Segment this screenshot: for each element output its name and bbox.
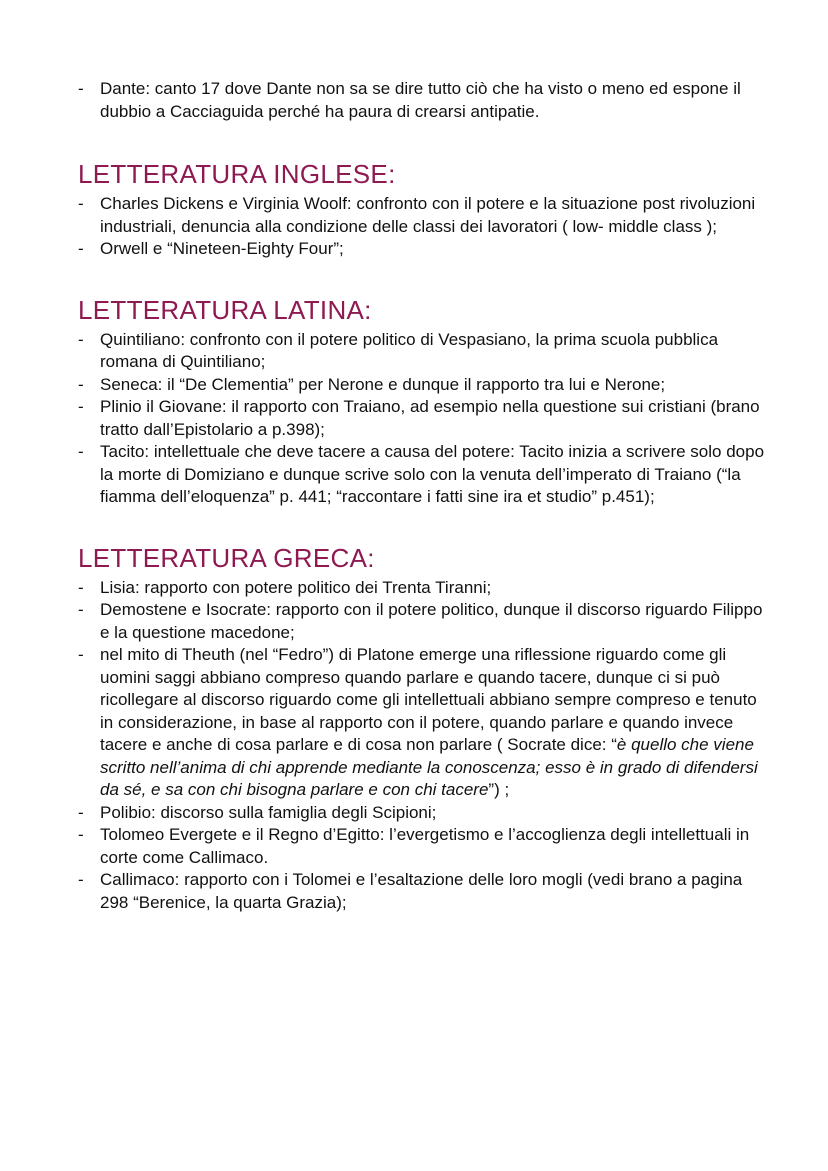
- platone-text-before: nel mito di Theuth (nel “Fedro”) di Platone emerge una riflessione riguardo come gli uomini saggi abbiano compreso quando parlare e quando tacere, dunque ci si può ricollegare al discorso riguardo come gli intellettuali abbiano sempre compreso e tenuto in considerazione, in base al rapporto con il potere, quando parlare e quando invece tacere e anche di cosa parlare e di cosa non parlare ( Socrate dice: “: [100, 645, 757, 754]
- list-item: [76, 396, 768, 441]
- list-item-text: Tolomeo Evergete e il Regno d’Egitto: l’evergetismo e l’accoglienza degli intellettuali in corte come Callimaco.: [100, 825, 750, 867]
- bullet-dash: -: [78, 870, 84, 889]
- section-title-inglese: LETTERATURA INGLESE:: [78, 159, 396, 189]
- latina-list: [76, 329, 768, 509]
- list-item-text: Polibio: discorso sulla famiglia degli Scipioni;: [100, 802, 437, 822]
- bullet-dash: -: [78, 442, 84, 461]
- list-item: [76, 644, 768, 802]
- list-item-text: Quintiliano: confronto con il potere politico di Vespasiano, la prima scuola pubblica romana di Quintiliano;: [100, 329, 719, 371]
- list-item: [76, 193, 768, 238]
- inglese-list: [76, 193, 768, 261]
- bullet-dash: -: [78, 600, 84, 619]
- list-item-text: Orwell e “Nineteen-Eighty Four”;: [100, 239, 344, 258]
- bullet-dash: -: [78, 239, 84, 258]
- list-item: [76, 374, 768, 397]
- section-title-latina: LETTERATURA LATINA:: [78, 294, 372, 325]
- list-item-text: Callimaco: rapporto con i Tolomei e l’esaltazione delle loro mogli (vedi brano a pagina 298 “Berenice, la quarta Grazia);: [100, 870, 743, 912]
- list-item: [76, 329, 768, 374]
- list-item: [76, 599, 768, 644]
- dante-list: [76, 78, 768, 123]
- bullet-dash: -: [78, 825, 84, 844]
- list-item: [76, 802, 768, 825]
- list-item-text: Seneca: il “De Clementia” per Nerone e dunque il rapporto tra lui e Nerone;: [100, 374, 666, 394]
- list-item: [76, 78, 768, 123]
- bullet-dash: -: [78, 645, 84, 664]
- platone-text-after: ”) ;: [488, 780, 510, 799]
- section-title-greca: LETTERATURA GRECA:: [78, 542, 375, 573]
- bullet-dash: -: [78, 329, 84, 349]
- bullet-dash: -: [78, 194, 84, 213]
- list-item: [76, 441, 768, 509]
- list-item-text: Dante: canto 17 dove Dante non sa se dire tutto ciò che ha visto o meno ed espone il dubbio a Cacciaguida perché ha paura di crearsi antipatie.: [100, 79, 741, 121]
- list-item-text: Plinio il Giovane: il rapporto con Traiano, ad esempio nella questione sui cristiani (brano tratto dall’Epistolario a p.398);: [100, 397, 760, 439]
- list-item-text: Tacito: intellettuale che deve tacere a causa del potere: Tacito inizia a scrivere solo dopo la morte di Domiziano e dunque scrive solo con la venuta dell’imperato di Traiano (“la fiamma dell’eloquenza” p. 441; “raccontare i fatti sine ira et studio” p.451);: [100, 442, 765, 506]
- section-letteratura-latina: [76, 295, 768, 509]
- list-item-text: Charles Dickens e Virginia Woolf: confronto con il potere e la situazione post rivoluzioni industriali, denuncia alla condizione delle classi dei lavoratori ( low- middle class );: [100, 194, 756, 236]
- section-dante: [76, 78, 768, 123]
- list-item: [76, 238, 768, 261]
- socrate-quote: è quello che viene scritto nell’anima di chi apprende mediante la conoscenza; esso è in grado di difendersi da sé, e sa con chi bisogna parlare e con chi tacere: [100, 735, 758, 799]
- bullet-dash: -: [78, 802, 84, 822]
- bullet-dash: -: [78, 79, 84, 98]
- greca-list: [76, 577, 768, 915]
- list-item-text: Demostene e Isocrate: rapporto con il potere politico, dunque il discorso riguardo Filippo e la questione macedone;: [100, 600, 763, 642]
- section-letteratura-inglese: [76, 159, 768, 261]
- bullet-dash: -: [78, 397, 84, 416]
- list-item: [76, 869, 768, 914]
- list-item-text: Lisia: rapporto con potere politico dei Trenta Tiranni;: [100, 577, 492, 597]
- bullet-dash: -: [78, 374, 84, 394]
- section-letteratura-greca: [76, 543, 768, 915]
- bullet-dash: -: [78, 577, 84, 597]
- list-item: [76, 577, 768, 600]
- list-item: [76, 824, 768, 869]
